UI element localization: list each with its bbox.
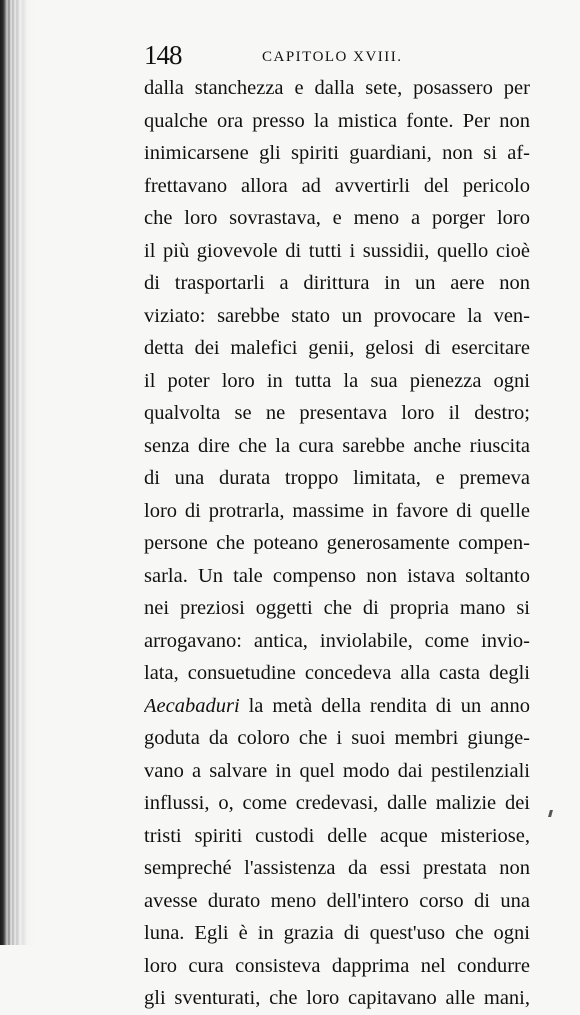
text-line: influssi, o, come credevasi, dalle malizie dei <box>144 792 530 814</box>
page-number: 148 <box>144 40 182 70</box>
text-line: arrogavano: antica, inviolabile, come invio- <box>144 629 530 652</box>
text-line: che loro sovrastava, e meno a porger loro <box>144 207 530 229</box>
text-line: frettavano allora ad avvertirli del pericolo <box>144 174 530 197</box>
text-line: persone che poteano generosamente compen- <box>144 532 530 554</box>
text-line: loro cura consisteva dapprima nel condurre <box>144 954 530 977</box>
text-line: sempreché l'assistenza da essi prestata non <box>144 857 530 879</box>
text-line: avesse durato meno dell'intero corso di una <box>144 889 530 912</box>
text-line: luna. Egli è in grazia di quest'uso che ogni <box>144 922 530 944</box>
running-head: CAPITOLO XVIII. <box>262 49 403 65</box>
text-line: nei preziosi oggetti che di propria mano si <box>144 597 530 619</box>
text-line: di trasportarli a dirittura in un aere non <box>144 272 530 294</box>
page-header <box>144 40 530 70</box>
italic-term: Aecabaduri <box>144 694 240 717</box>
text-line: lata, consuetudine concedeva alla casta degli <box>144 662 530 684</box>
text-line: vano a salvare in quel modo dai pestilenziali <box>144 759 530 782</box>
ink-speck <box>548 810 553 817</box>
text-line: senza dire che la cura sarebbe anche riuscita <box>144 434 530 457</box>
text-line: tristi spiriti custodi delle acque misteriose, <box>144 824 530 847</box>
text-line: dalla stanchezza e dalla sete, posassero per <box>144 77 530 99</box>
text-line: viziato: sarebbe stato un provocare la ven- <box>144 304 530 327</box>
text-line: gli sventurati, che loro capitavano alle mani, <box>144 987 530 1009</box>
text-line: loro di protrarla, massime in favore di quelle <box>144 499 530 522</box>
text-line: di una durata troppo limitata, e premeva <box>144 467 530 489</box>
body-text <box>144 72 530 1015</box>
text-line: sarla. Un tale compenso non istava soltanto <box>144 564 530 587</box>
text-line: il poter loro in tutta la sua pienezza ogni <box>144 369 530 392</box>
text-line-rest: la metà della rendita di un anno <box>248 694 530 717</box>
text-line: goduta da coloro che i suoi membri giunge- <box>144 727 530 749</box>
text-line: detta dei malefici genii, gelosi di esercitare <box>144 337 530 359</box>
book-gutter <box>0 0 34 945</box>
text-line: il più giovevole di tutti i sussidii, quello cioè <box>144 239 530 262</box>
text-line: qualvolta se ne presentava loro il destro; <box>144 402 530 424</box>
text-line: inimicarsene gli spiriti guardiani, non si af- <box>144 142 530 164</box>
text-line: qualche ora presso la mistica fonte. Per non <box>144 109 530 132</box>
text-line-with-italic <box>144 690 530 723</box>
